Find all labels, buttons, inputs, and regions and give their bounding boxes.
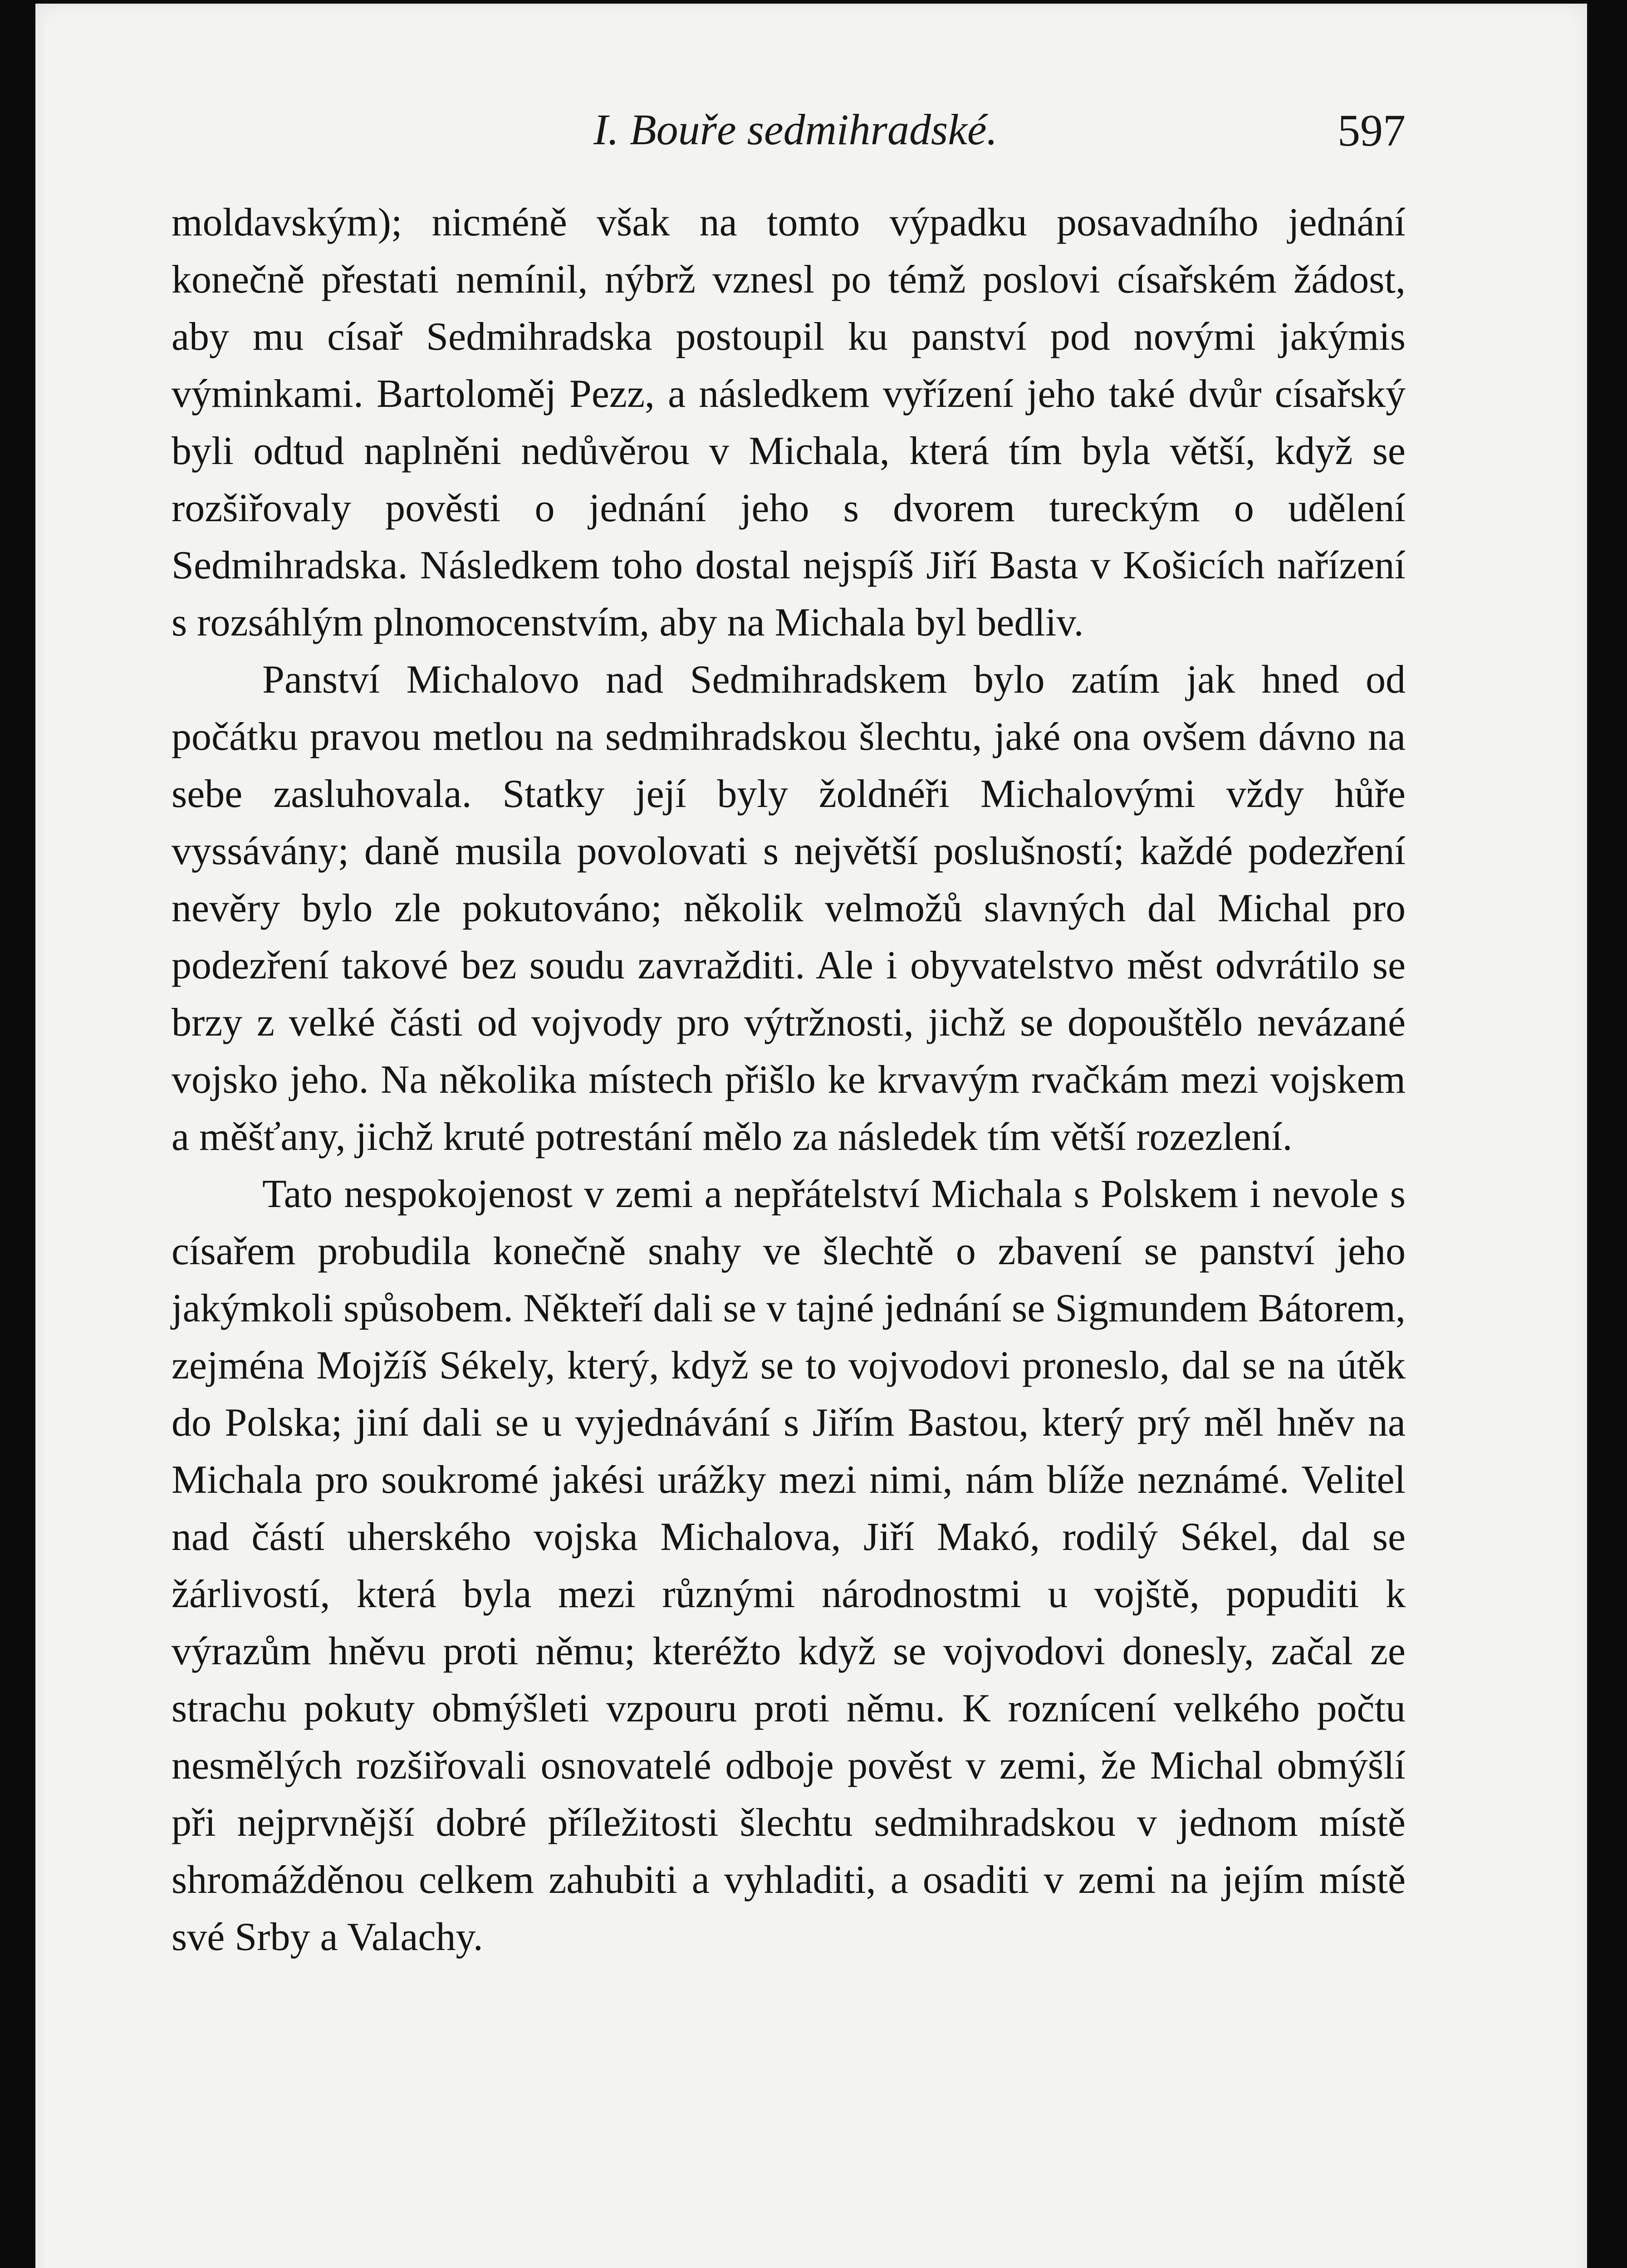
running-title: I. Bouře sedmihradské.: [593, 105, 998, 154]
body-text: [172, 194, 1406, 1966]
page-header: [593, 104, 1406, 159]
book-page: [35, 4, 1587, 2268]
paragraph-2: Panství Michalovo nad Sedmihradskem bylo zatím jak hned od počátku pravou metlou na sedmihradskou šlechtu, jaké ona ovšem dávno na sebe zasluhovala. Statky její byly žoldnéři Michalovými vždy hůře vyssávány; daně musila povolovati s největší poslušností; každé podezření nevěry bylo zle pokutováno; několik velmožů slavných dal Michal pro podezření takové bez soudu zavražditi. Ale i obyvatelstvo měst odvrátilo se brzy z velké části od vojvody pro výtržnosti, jichž se dopouštělo nevázané vojsko jeho. Na několika místech přišlo ke krvavým rvačkám mezi vojskem a měšťany, jichž kruté potrestání mělo za následek tím větší rozezlení.: [172, 658, 1406, 1159]
page-number: 597: [1338, 105, 1406, 156]
paragraph-3: Tato nespokojenost v zemi a nepřátelství Michala s Polskem i nevole s císařem probudila konečně snahy ve šlechtě o zbavení se panství jeho jakýmkoli spůsobem. Někteří dali se v tajné jednání se Sigmundem Bátorem, zejména Mojžíš Sékely, který, když se to vojvodovi proneslo, dal se na útěk do Polska; jiní dali se u vyjednávání s Jiřím Bastou, který prý měl hněv na Michala pro soukromé jakési urážky mezi nimi, nám blíže neznámé. Velitel nad částí uherského vojska Michalova, Jiří Makó, rodilý Sékel, dal se žárlivostí, která byla mezi různými národnostmi u vojště, popuditi k výrazům hněvu proti němu; kteréžto když se vojvodovi donesly, začal ze strachu pokuty obmýšleti vzpouru proti němu. K roznícení velkého počtu nesmělých rozšiřovali osnovatelé odboje pověst v zemi, že Michal obmýšlí při nejprvnější dobré příležitosti šlechtu sedmihradskou v jednom místě shromážděnou celkem zahubiti a vyhladiti, a osaditi v zemi na jejím místě své Srby a Valachy.: [172, 1172, 1406, 1959]
paragraph-1: moldavským); nicméně však na tomto výpadku posavadního jednání konečně přestati nemínil, nýbrž vznesl po témž poslovi císařském žádost, aby mu císař Sedmihradska postoupil ku panství pod novými jakýmis výminkami. Bartoloměj Pezz, a následkem vyřízení jeho také dvůr císařský byli odtud naplněni nedůvěrou v Michala, která tím byla větší, když se rozšiřovaly pověsti o jednání jeho s dvorem tureckým o udělení Sedmihradska. Následkem toho dostal nejspíš Jiří Basta v Košicích nařízení s rozsáhlým plnomocenstvím, aby na Michala byl bedliv.: [172, 200, 1406, 645]
